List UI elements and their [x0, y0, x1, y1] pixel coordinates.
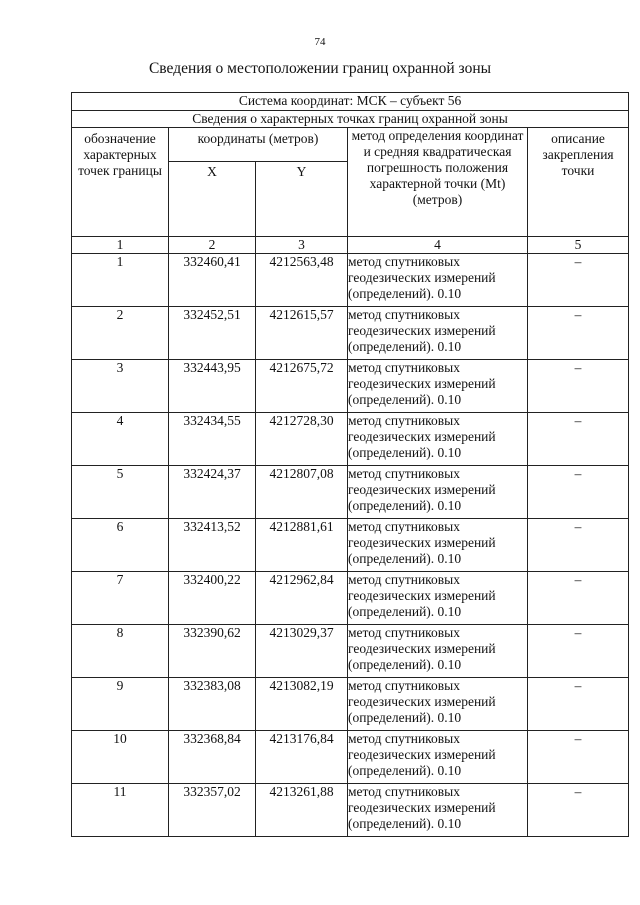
table-row — [72, 360, 629, 413]
description-cell: – — [528, 731, 629, 784]
method-cell: метод спутниковых геодезических измерений (определений). 0.10 — [348, 466, 528, 519]
header-y: Y — [256, 162, 348, 237]
x-coordinate-cell: 332443,95 — [169, 360, 256, 413]
y-coordinate-cell: 4212962,84 — [256, 572, 348, 625]
header-point-designation: обозначение характерных точек границы — [72, 128, 169, 237]
table-row — [72, 307, 629, 360]
table-row — [72, 466, 629, 519]
x-coordinate-cell: 332434,55 — [169, 413, 256, 466]
point-number-cell: 5 — [72, 466, 169, 519]
point-number-cell: 10 — [72, 731, 169, 784]
description-cell: – — [528, 784, 629, 837]
y-coordinate-cell: 4212807,08 — [256, 466, 348, 519]
column-number: 4 — [348, 237, 528, 254]
header-description: описание закрепления точки — [528, 128, 629, 237]
page-title: Сведения о местоположении границ охранной зоны — [148, 60, 492, 77]
table-row — [72, 731, 629, 784]
point-number-cell: 7 — [72, 572, 169, 625]
x-coordinate-cell: 332400,22 — [169, 572, 256, 625]
y-coordinate-cell: 4212675,72 — [256, 360, 348, 413]
y-coordinate-cell: 4213082,19 — [256, 678, 348, 731]
table-row — [72, 572, 629, 625]
section-title: Сведения о характерных точках границ охранной зоны — [72, 111, 629, 128]
point-number-cell: 1 — [72, 254, 169, 307]
description-cell: – — [528, 519, 629, 572]
point-number-cell: 4 — [72, 413, 169, 466]
table-row — [72, 625, 629, 678]
method-cell: метод спутниковых геодезических измерений (определений). 0.10 — [348, 625, 528, 678]
table-row — [72, 519, 629, 572]
point-number-cell: 9 — [72, 678, 169, 731]
point-number-cell: 8 — [72, 625, 169, 678]
method-cell: метод спутниковых геодезических измерений (определений). 0.10 — [348, 360, 528, 413]
description-cell: – — [528, 413, 629, 466]
point-number-cell: 11 — [72, 784, 169, 837]
y-coordinate-cell: 4212563,48 — [256, 254, 348, 307]
header-x: X — [169, 162, 256, 237]
x-coordinate-cell: 332452,51 — [169, 307, 256, 360]
method-cell: метод спутниковых геодезических измерений (определений). 0.10 — [348, 307, 528, 360]
y-coordinate-cell: 4212881,61 — [256, 519, 348, 572]
description-cell: – — [528, 466, 629, 519]
point-number-cell: 6 — [72, 519, 169, 572]
x-coordinate-cell: 332368,84 — [169, 731, 256, 784]
coordinates-table — [71, 92, 629, 837]
coordinate-system: Система координат: МСК – субъект 56 — [72, 93, 629, 111]
y-coordinate-cell: 4212728,30 — [256, 413, 348, 466]
description-cell: – — [528, 625, 629, 678]
description-cell: – — [528, 360, 629, 413]
table-row — [72, 784, 629, 837]
column-number: 5 — [528, 237, 629, 254]
x-coordinate-cell: 332383,08 — [169, 678, 256, 731]
point-number-cell: 2 — [72, 307, 169, 360]
description-cell: – — [528, 307, 629, 360]
method-cell: метод спутниковых геодезических измерений (определений). 0.10 — [348, 572, 528, 625]
description-cell: – — [528, 678, 629, 731]
header-coordinates: координаты (метров) — [169, 128, 348, 162]
column-number: 3 — [256, 237, 348, 254]
method-cell: метод спутниковых геодезических измерений (определений). 0.10 — [348, 678, 528, 731]
table-row — [72, 413, 629, 466]
table-row — [72, 678, 629, 731]
column-number: 1 — [72, 237, 169, 254]
x-coordinate-cell: 332424,37 — [169, 466, 256, 519]
method-cell: метод спутниковых геодезических измерений (определений). 0.10 — [348, 413, 528, 466]
method-cell: метод спутниковых геодезических измерений (определений). 0.10 — [348, 254, 528, 307]
table-row — [72, 254, 629, 307]
y-coordinate-cell: 4213029,37 — [256, 625, 348, 678]
y-coordinate-cell: 4212615,57 — [256, 307, 348, 360]
method-cell: метод спутниковых геодезических измерений (определений). 0.10 — [348, 731, 528, 784]
method-cell: метод спутниковых геодезических измерений (определений). 0.10 — [348, 784, 528, 837]
x-coordinate-cell: 332390,62 — [169, 625, 256, 678]
method-cell: метод спутниковых геодезических измерений (определений). 0.10 — [348, 519, 528, 572]
description-cell: – — [528, 254, 629, 307]
x-coordinate-cell: 332413,52 — [169, 519, 256, 572]
header-method: метод определения координат и средняя квадратическая погрешность положения характерной точки (Mt) (метров) — [348, 128, 528, 237]
description-cell: – — [528, 572, 629, 625]
y-coordinate-cell: 4213261,88 — [256, 784, 348, 837]
x-coordinate-cell: 332357,02 — [169, 784, 256, 837]
point-number-cell: 3 — [72, 360, 169, 413]
page-number: 74 — [314, 36, 326, 48]
y-coordinate-cell: 4213176,84 — [256, 731, 348, 784]
x-coordinate-cell: 332460,41 — [169, 254, 256, 307]
column-number: 2 — [169, 237, 256, 254]
